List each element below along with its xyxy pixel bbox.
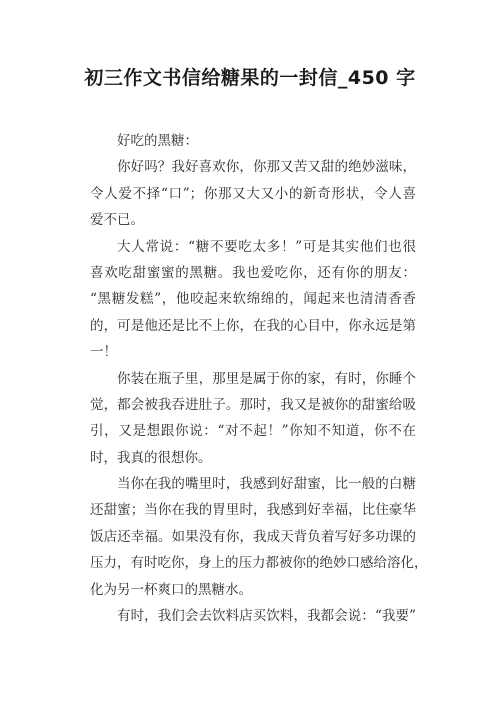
text-line: 饭店还幸福。如果没有你，我成天背负着写好多功课的 (90, 528, 416, 545)
text-line: 爱不已。 (90, 212, 144, 229)
text-line: 压力，有时吃你，身上的压力都被你的绝妙口感给溶化， (90, 555, 428, 572)
document-body (90, 128, 428, 629)
text-line: 大人常说：“糖不要吃太多！”可是其实他们也很 (117, 238, 416, 255)
text-line: 令人爱不择“口”；你那又大又小的新奇形状，令人喜 (90, 185, 416, 202)
text-line: 引，又是想跟你说：“对不起！”你知不知道，你不在 (90, 423, 416, 440)
text-line: 时，我真的很想你。 (90, 449, 212, 466)
text-line: 一！ (90, 344, 117, 361)
text-line: 的，可是他还是比不上你，在我的心目中，你永远是第 (90, 317, 416, 334)
text-line: 有时，我们会去饮料店买饮料，我都会说：“我要” (117, 608, 416, 625)
text-line: 化为另一杯爽口的黑糖水。 (90, 581, 252, 598)
document-title: 初三作文书信给糖果的一封信_450 字 (84, 67, 416, 89)
text-line: 还甜蜜；当你在我的胃里时，我感到好幸福，比住豪华 (90, 502, 416, 519)
text-line: “黑糖发糕”，他咬起来软绵绵的，闻起来也清清香香 (90, 291, 416, 308)
text-line: 你装在瓶子里，那里是属于你的家，有时，你睡个 (117, 370, 416, 387)
text-line: 喜欢吃甜蜜蜜的黑糖。我也爱吃你，还有你的朋友： (90, 264, 416, 281)
text-line: 你好吗？我好喜欢你，你那又苦又甜的绝妙滋味， (117, 159, 416, 176)
text-line: 好吃的黑糖： (117, 133, 198, 149)
text-line: 觉，都会被我吞进肚子。那时，我又是被你的甜蜜给吸 (90, 396, 416, 413)
text-line: 当你在我的嘴里时，我感到好甜蜜，比一般的白糖 (117, 476, 416, 493)
